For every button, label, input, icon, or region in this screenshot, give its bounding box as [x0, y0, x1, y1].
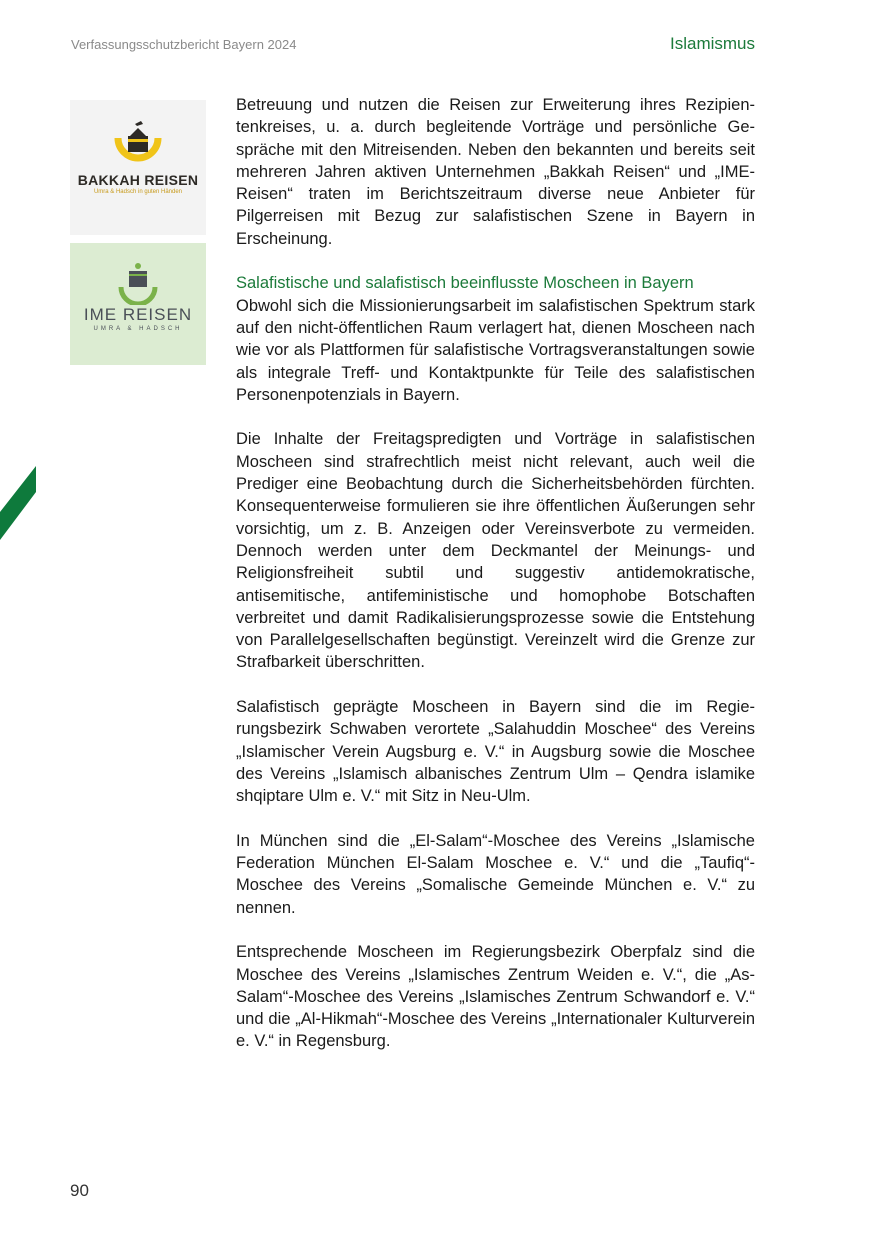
ime-reisen-logo — [70, 243, 206, 365]
logo-tagline: Umra & Hadsch in guten Händen — [93, 189, 183, 195]
paragraph: Entsprechende Moscheen im Regierungsbezirk Oberpfalz sind die Moschee des Vereins „Islamisches Zentrum Weiden e. V.“, die „As-Salam“-Moschee des Vereins „Islamisches Zentrum Schwandorf e. V.“ und die „Al-Hikmah“-Moschee des Vereins „Internationaler Kulturverein e. V.“ in Regensburg. — [236, 943, 755, 1051]
logo-tagline: UMRA & HADSCH — [93, 326, 183, 332]
paragraph: Die Inhalte der Freitagspredigten und Vorträge in salafistischen Moscheen sind strafrechtlich meist nicht relevant, auch weil die Prediger eine Beobachtung durch die Sicherheitsbehörden fürchten. Konsequenterweise formulieren sie ihre öffentlichen Äußerungen sehr vorsichtig, um z. B. Anzeigen oder Vereinsverbote zu vermeiden. Dennoch werden unter dem Deckmantel der Meinungs- und Religionsfreiheit subtil und suggestiv antidemokratische, antisemitische, antifeministische und homophobe Botschaften verbreitet und damit Radikalisierungsprozesse sowie die Entstehung von Parallelgesellschaften begünstigt. Vereinzelt wird die Grenze zur Strafbarkeit überschritten. — [236, 430, 755, 672]
section-title: Islamismus — [669, 34, 755, 53]
kaaba-hands-icon — [113, 261, 163, 305]
logo-name: BAKKAH REISEN — [77, 172, 199, 188]
report-title: Verfassungsschutzbericht Bayern 2024 — [71, 37, 297, 52]
page-number: 90 — [70, 1181, 89, 1200]
logo-name: IME REISEN — [83, 305, 193, 324]
kaaba-emblem-icon — [108, 118, 168, 172]
section-heading: Salafistische und salafistisch beeinflusste Moscheen in Bayern — [236, 274, 694, 293]
paragraph: In München sind die „El-Salam“-Moschee des Vereins „Islamische Federation München El-Salam Moschee e. V.“ und die „Taufiq“-Moschee des Vereins „Somalische Gemeinde München e. V.“ zu nennen. — [236, 831, 755, 917]
bakkah-reisen-logo — [70, 100, 206, 235]
main-text — [236, 94, 755, 1075]
paragraph: Betreuung und nutzen die Reisen zur Erweiterung ihres Rezipientenkreises, u. a. durch begleitende Vorträge und persönliche Gespräche mit den Mitreisenden. Neben den bekannten und bereits seit mehreren Jahren aktiven Unternehmen „Bakkah Reisen“ und „IME-Reisen“ traten im Berichtszeitraum diverse neue Anbieter für Pilgerreisen mit Bezug zur salafistischen Szene in Bayern in Erscheinung. — [236, 96, 755, 248]
paragraph: Obwohl sich die Missionierungsarbeit im salafistischen Spektrum stark auf den nicht-öffentlichen Raum verlagert hat, dienen Moscheen nach wie vor als Plattformen für salafistische Vortragsveranstaltungen sowie als integrale Treff- und Kontaktpunkte für Teile des salafistischen Personenpotenzials in Bayern. — [236, 296, 755, 404]
chapter-tab-marker — [0, 0, 40, 1241]
paragraph: Salafistisch geprägte Moscheen in Bayern sind die im Regierungsbezirk Schwaben verortete „Salahuddin Moschee“ des Vereins „Islamischer Verein Augsburg e. V.“ in Augsburg sowie die Moschee des Vereins „Islamisch albanisches Zentrum Ulm – Qendra islamike shqiptare Ulm e. V.“ mit Sitz in Neu-Ulm. — [236, 698, 755, 806]
